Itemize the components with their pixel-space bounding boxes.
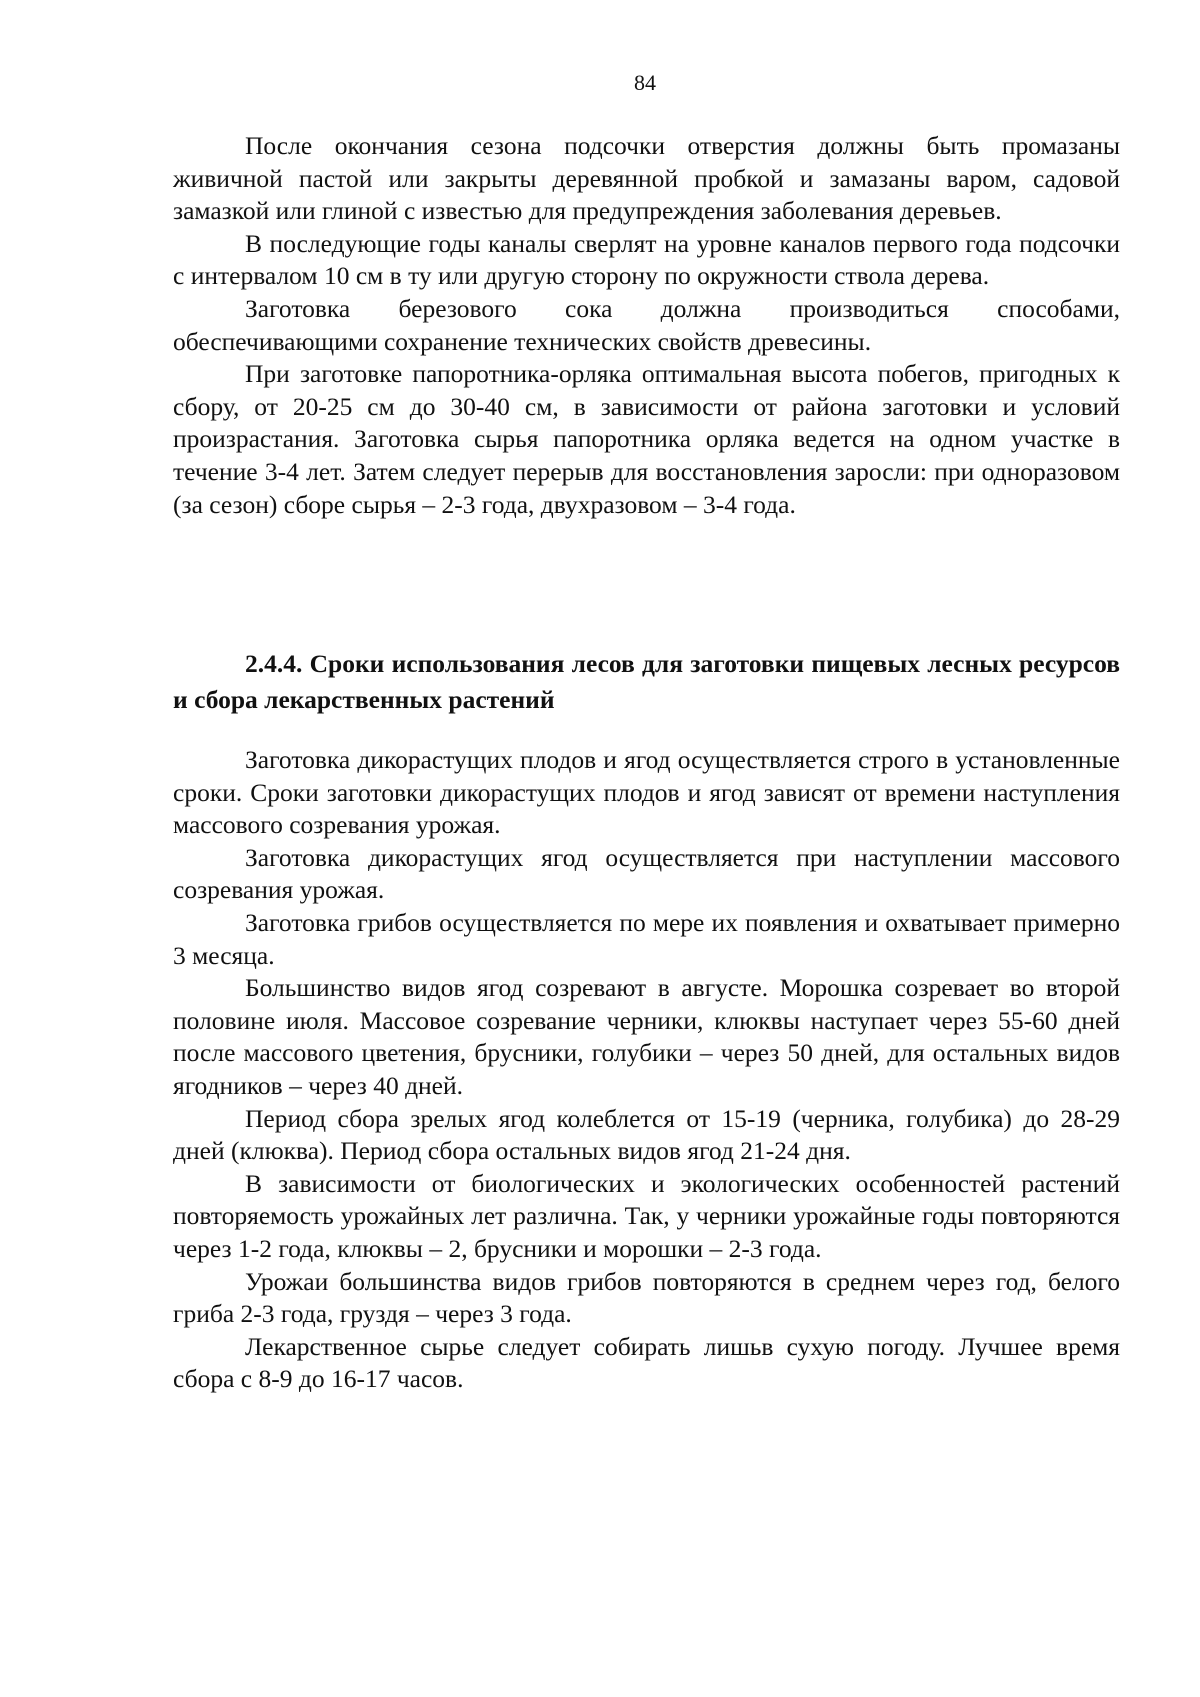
paragraph-mushroom-harvest: Заготовка грибов осуществляется по мере их появления и охватывает примерно 3 месяца. xyxy=(173,907,1120,970)
page-number: 84 xyxy=(634,70,656,95)
intro-paragraphs xyxy=(173,130,1120,521)
paragraph-birch-sap: Заготовка березового сока должна производиться способами, обеспечивающими сохранение технических свойств древесины. xyxy=(173,293,1120,356)
paragraph-bracken-fern: При заготовке папоротника-орляка оптимальная высота побегов, пригодных к сбору, от 20-25 см до 30-40 см, в зависимости от района заготовки и условий произрастания. Заготовка сырья папоротника орляка ведется на одном участке в течение 3-4 лет. Затем следует перерыв для восстановления заросли: при одноразовом (за сезон) сборе сырья – 2-3 года, двухразовом – 3-4 года. xyxy=(173,359,1120,519)
paragraph-drilling-channels: В последующие годы каналы сверлят на уровне каналов первого года подсочки с интервалом 10 см в ту или другую сторону по окружности ствола дерева. xyxy=(173,228,1120,291)
paragraph-fruit-berry-harvest: Заготовка дикорастущих плодов и ягод осуществляется строго в установленные сроки. Сроки заготовки дикорастущих плодов и ягод зависят от времени наступления массового созревания урожая. xyxy=(173,745,1120,840)
paragraph-berry-harvest: Заготовка дикорастущих ягод осуществляется при наступлении массового созревания урожая. xyxy=(173,842,1120,905)
paragraph-mushroom-yields: Урожаи большинства видов грибов повторяются в среднем через год, белого гриба 2-3 года, груздя – через 3 года. xyxy=(173,1266,1120,1329)
paragraph-yield-recurrence: В зависимости от биологических и экологических особенностей растений повторяемость урожайных лет различна. Так, у черники урожайные годы повторяются через 1-2 года, клюквы – 2, брусники и морошки – 2-3 года. xyxy=(173,1168,1120,1263)
section-paragraphs xyxy=(173,744,1120,1396)
paragraph-sealing-holes: После окончания сезона подсочки отверстия должны быть промазаны живичной пастой или закрыты деревянной пробкой и замазаны варом, садовой замазкой или глиной с известью для предупреждения заболевания деревьев. xyxy=(173,131,1120,226)
paragraph-medicinal-collection: Лекарственное сырье следует собирать лишьв сухую погоду. Лучшее время сбора с 8-9 до 16-17 часов. xyxy=(173,1331,1120,1394)
paragraph-picking-period: Период сбора зрелых ягод колеблется от 15-19 (черника, голубика) до 28-29 дней (клюква). Период сбора остальных видов ягод 21-24 дня. xyxy=(173,1103,1120,1166)
section-heading: 2.4.4. Сроки использования лесов для заготовки пищевых лесных ресурсов и сбора лекарственных растений xyxy=(173,649,1120,714)
paragraph-berry-ripening: Большинство видов ягод созревают в августе. Морошка созревает во второй половине июля. Массовое созревание черники, клюквы наступает через 55-60 дней после массового цветения, брусники, голубики – через 50 дней, для остальных видов ягодников – через 40 дней. xyxy=(173,973,1120,1100)
